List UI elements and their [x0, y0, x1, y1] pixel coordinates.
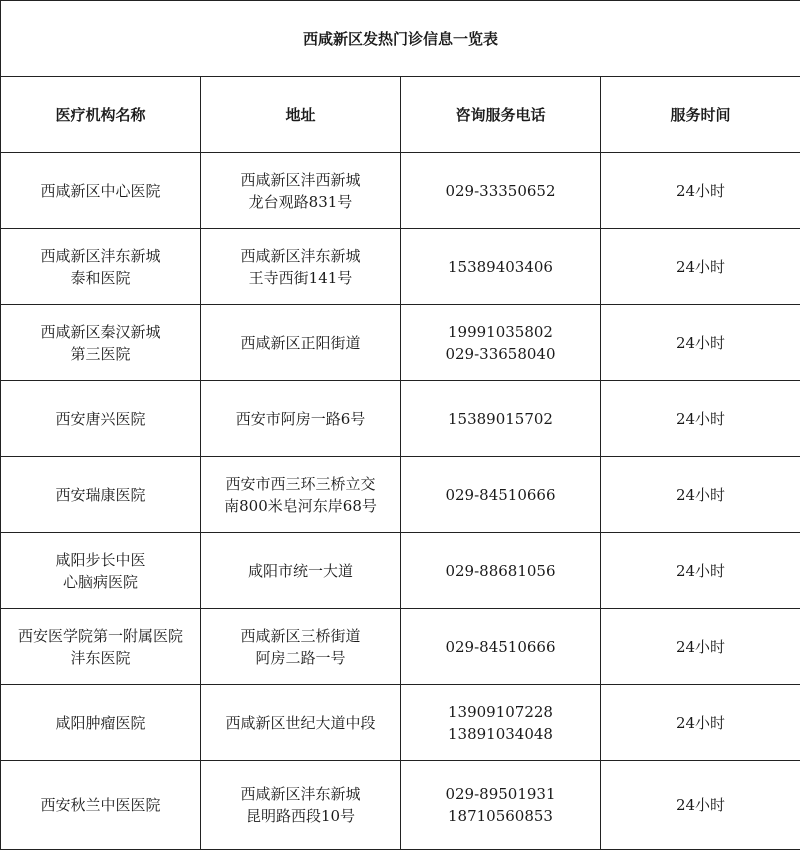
institution-name-cell-line: 咸阳步长中医 — [5, 549, 196, 571]
address-cell-line: 西咸新区沣东新城 — [205, 245, 396, 267]
table-row — [1, 609, 800, 685]
address-cell — [201, 609, 401, 685]
phone-cell — [401, 761, 601, 850]
table-body — [1, 1, 800, 850]
phone-cell-line: 13891034048 — [405, 723, 596, 745]
address-cell-line: 咸阳市统一大道 — [205, 560, 396, 582]
phone-cell-line: 029-33658040 — [405, 343, 596, 365]
institution-name-cell-line: 西安瑞康医院 — [5, 484, 196, 506]
address-cell-line: 西咸新区世纪大道中段 — [205, 712, 396, 734]
address-cell — [201, 305, 401, 381]
address-cell-line: 西安市西三环三桥立交 — [205, 473, 396, 495]
institution-name-cell — [1, 685, 201, 761]
service-hours-cell: 24小时 — [601, 381, 800, 457]
address-cell-line: 龙台观路831号 — [205, 191, 396, 213]
address-cell-line: 西咸新区沣西新城 — [205, 169, 396, 191]
phone-cell — [401, 609, 601, 685]
phone-cell — [401, 533, 601, 609]
phone-cell — [401, 381, 601, 457]
institution-name-cell — [1, 305, 201, 381]
phone-cell-line: 029-84510666 — [405, 484, 596, 506]
service-hours-cell: 24小时 — [601, 609, 800, 685]
phone-cell-line: 19991035802 — [405, 321, 596, 343]
phone-cell-line: 13909107228 — [405, 701, 596, 723]
address-cell — [201, 153, 401, 229]
service-hours-cell: 24小时 — [601, 685, 800, 761]
table-row — [1, 761, 800, 850]
phone-cell-line: 15389015702 — [405, 408, 596, 430]
phone-cell — [401, 457, 601, 533]
institution-name-cell-line: 咸阳肿瘤医院 — [5, 712, 196, 734]
header-service-hours: 服务时间 — [601, 77, 800, 153]
phone-cell-line: 029-84510666 — [405, 636, 596, 658]
service-hours-cell: 24小时 — [601, 457, 800, 533]
address-cell — [201, 381, 401, 457]
address-cell-line: 西咸新区正阳街道 — [205, 332, 396, 354]
institution-name-cell-line: 西安唐兴医院 — [5, 408, 196, 430]
institution-name-cell — [1, 381, 201, 457]
service-hours-cell: 24小时 — [601, 305, 800, 381]
institution-name-cell — [1, 457, 201, 533]
address-cell — [201, 685, 401, 761]
service-hours-cell: 24小时 — [601, 153, 800, 229]
institution-name-cell — [1, 153, 201, 229]
institution-name-cell-line: 西咸新区秦汉新城 — [5, 321, 196, 343]
institution-name-cell-line: 西安秋兰中医医院 — [5, 794, 196, 816]
address-cell-line: 昆明路西段10号 — [205, 805, 396, 827]
phone-cell — [401, 685, 601, 761]
table-row — [1, 685, 800, 761]
institution-name-cell-line: 西咸新区沣东新城 — [5, 245, 196, 267]
address-cell-line: 西咸新区三桥街道 — [205, 625, 396, 647]
service-hours-cell: 24小时 — [601, 229, 800, 305]
institution-name-cell — [1, 229, 201, 305]
address-cell-line: 王寺西街141号 — [205, 267, 396, 289]
address-cell-line: 西安市阿房一路6号 — [205, 408, 396, 430]
address-cell-line: 阿房二路一号 — [205, 647, 396, 669]
institution-name-cell — [1, 761, 201, 850]
service-hours-cell: 24小时 — [601, 533, 800, 609]
phone-cell — [401, 229, 601, 305]
phone-cell-line: 029-88681056 — [405, 560, 596, 582]
phone-cell — [401, 305, 601, 381]
address-cell — [201, 761, 401, 850]
institution-name-cell — [1, 609, 201, 685]
service-hours-cell: 24小时 — [601, 761, 800, 850]
table-row — [1, 533, 800, 609]
title-row — [1, 1, 800, 77]
phone-cell-line: 15389403406 — [405, 256, 596, 278]
institution-name-cell-line: 西安医学院第一附属医院 — [5, 625, 196, 647]
address-cell-line: 西咸新区沣东新城 — [205, 783, 396, 805]
header-row — [1, 77, 800, 153]
phone-cell-line: 029-33350652 — [405, 180, 596, 202]
table-row — [1, 153, 800, 229]
address-cell — [201, 533, 401, 609]
header-address: 地址 — [201, 77, 401, 153]
header-institution-name: 医疗机构名称 — [1, 77, 201, 153]
phone-cell — [401, 153, 601, 229]
table-row — [1, 457, 800, 533]
table-row — [1, 381, 800, 457]
institution-name-cell-line: 沣东医院 — [5, 647, 196, 669]
institution-name-cell-line: 第三医院 — [5, 343, 196, 365]
institution-name-cell — [1, 533, 201, 609]
address-cell-line: 南800米皂河东岸68号 — [205, 495, 396, 517]
table-row — [1, 229, 800, 305]
header-phone: 咨询服务电话 — [401, 77, 601, 153]
address-cell — [201, 229, 401, 305]
institution-name-cell-line: 心脑病医院 — [5, 571, 196, 593]
phone-cell-line: 029-89501931 — [405, 783, 596, 805]
address-cell — [201, 457, 401, 533]
institution-name-cell-line: 西咸新区中心医院 — [5, 180, 196, 202]
institution-name-cell-line: 泰和医院 — [5, 267, 196, 289]
table-title: 西咸新区发热门诊信息一览表 — [1, 1, 800, 77]
table-row — [1, 305, 800, 381]
phone-cell-line: 18710560853 — [405, 805, 596, 827]
